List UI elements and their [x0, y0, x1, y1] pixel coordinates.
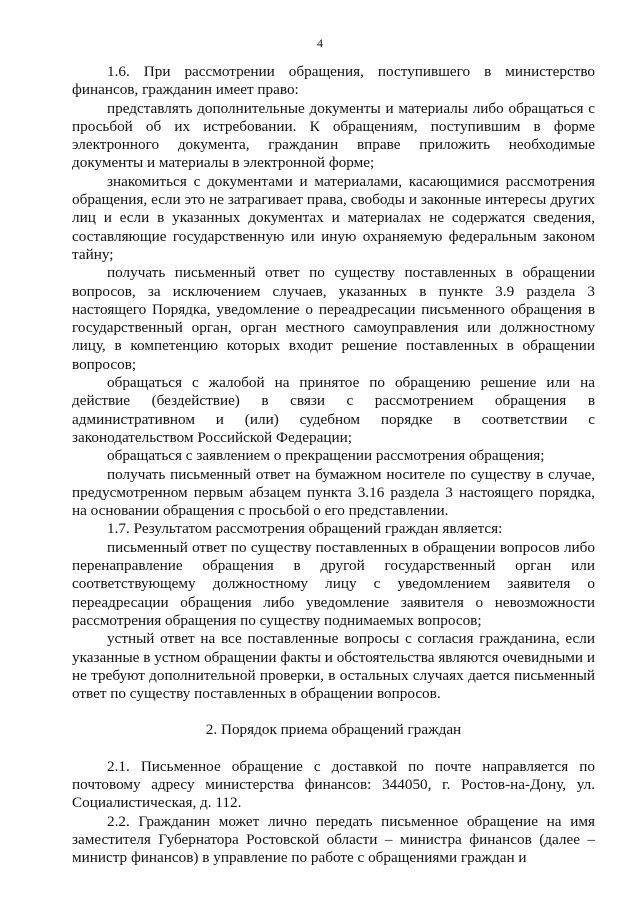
- paragraph-2-2: 2.2. Гражданин может лично передать письменное обращение на имя заместителя Губернатора Ростовской области – министра финансов (далее – министр финансов) в управление по работе с обращениями граждан и: [72, 812, 595, 867]
- paragraph-right-acquaint-materials: знакомиться с документами и материалами, касающимися рассмотрения обращения, если это не затрагивает права, свободы и законные интересы других лиц и если в указанных документах и материалах не содержатся сведения, составляющие государственную или иную охраняемую федеральным законом тайну;: [72, 172, 595, 263]
- section-2-heading: 2. Порядок приема обращений граждан: [205, 721, 462, 739]
- paragraph-result-oral: устный ответ на все поставленные вопросы с согласия гражданина, если указанные в устном обращении факты и обстоятельства являются очевидными и не требуют дополнительной проверки, в остальных случаях дается письменный ответ по существу поставленных в обращении вопросов.: [72, 630, 595, 703]
- paragraph-right-submit-documents: представлять дополнительные документы и материалы либо обращаться с просьбой об их истребовании. К обращениям, поступившим в форме электронного документа, гражданин вправе приложить необходимые документы и материалы в электронной форме;: [72, 99, 595, 172]
- paragraph-right-stop-review: обращаться с заявлением о прекращении рассмотрения обращения;: [107, 447, 545, 465]
- paragraph-1-7: 1.7. Результатом рассмотрения обращений граждан является:: [107, 520, 503, 538]
- paragraph-right-paper-answer: получать письменный ответ на бумажном носителе по существу в случае, предусмотренном первым абзацем пункта 3.16 раздела 3 настоящего порядка, на основании обращения с просьбой о его представлении.: [72, 465, 595, 520]
- paragraph-result-written: письменный ответ по существу поставленных в обращении вопросов либо перенаправление обращения в другой государственный орган или соответствующему должностному лицу с уведомлением заявителя о переадресации обращения либо уведомление заявителя о невозможности рассмотрения обращения по существу поднимаемых вопросов;: [72, 538, 595, 629]
- document-body: [72, 63, 595, 867]
- page-number: 4: [317, 36, 323, 50]
- paragraph-1-6: 1.6. При рассмотрении обращения, поступившего в министерство финансов, гражданин имеет право:: [72, 63, 595, 99]
- paragraph-2-1: 2.1. Письменное обращение с доставкой по почте направляется по почтовому адресу министерства финансов: 344050, г. Ростов-на-Дону, ул. Социалистическая, д. 112.: [72, 757, 595, 812]
- paragraph-right-complaint: обращаться с жалобой на принятое по обращению решение или на действие (бездействие) в связи с рассмотрением обращения в административном и (или) судебном порядке в соответствии с законодательством Российской Федерации;: [72, 374, 595, 446]
- paragraph-right-written-answer: получать письменный ответ по существу поставленных в обращении вопросов, за исключением случаев, указанных в пункте 3.9 раздела 3 настоящего Порядка, уведомление о переадресации письменного обращения в государственный орган, орган местного самоуправления или должностному лицу, в компетенцию которых входит решение поставленных в обращении вопросов;: [72, 264, 595, 373]
